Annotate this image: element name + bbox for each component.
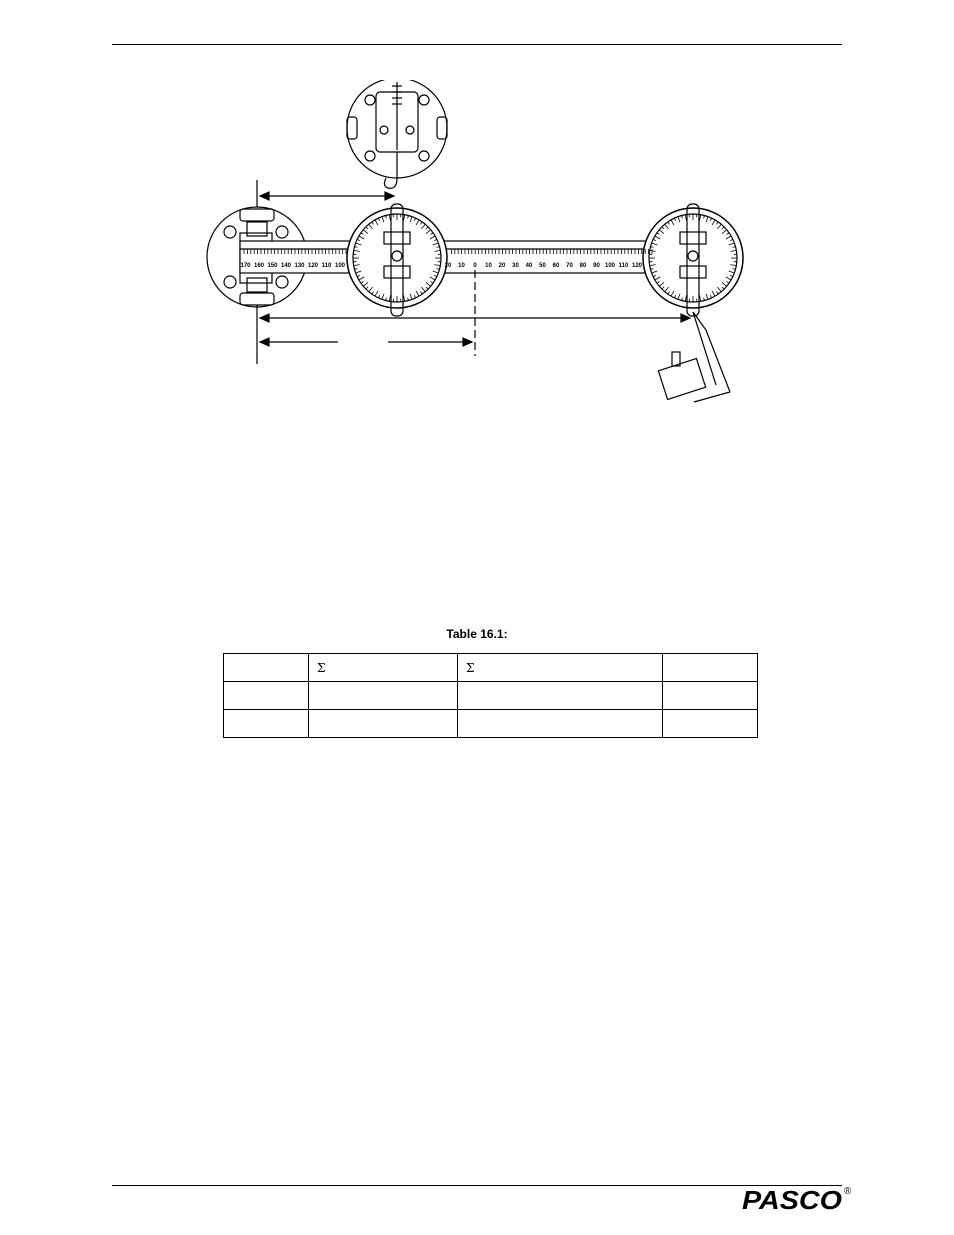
scale-label: 20	[498, 263, 506, 269]
scale-label: 60	[552, 263, 560, 269]
table-row	[224, 710, 758, 738]
scale-label: 100	[604, 263, 616, 269]
scale-label: 80	[579, 263, 587, 269]
hanging-mass	[658, 312, 730, 402]
scale-label: 160	[253, 263, 265, 269]
table-cell	[458, 710, 663, 738]
scale-label: 70	[566, 263, 573, 269]
scale-label: 50	[539, 263, 546, 269]
table-cell	[663, 682, 758, 710]
table-cell: Σ	[458, 654, 663, 682]
footer-rule	[112, 1185, 842, 1186]
scale-label: 100	[334, 263, 346, 269]
scale-label: 30	[512, 263, 519, 269]
table-cell: Σ	[309, 654, 458, 682]
table-cell	[663, 710, 758, 738]
table-cell	[224, 682, 309, 710]
equilibrium-apparatus-figure	[195, 80, 765, 425]
table-cell	[663, 654, 758, 682]
scale-label: 40	[525, 263, 533, 269]
table-cell	[224, 654, 309, 682]
scale-label: 170	[240, 263, 251, 269]
registered-mark: ®	[844, 1186, 852, 1197]
scale-label: 90	[593, 263, 600, 269]
header-rule	[112, 44, 842, 45]
table-cell	[458, 682, 663, 710]
pasco-logo-text: PASCO	[742, 1185, 842, 1214]
scale-label: 10	[458, 263, 465, 269]
scale-label: 10	[485, 263, 492, 269]
table-cell	[309, 710, 458, 738]
scale-label: 130	[294, 263, 305, 269]
pasco-logo	[740, 1184, 850, 1214]
scale-label: 120	[307, 263, 319, 269]
scale-label: 120	[631, 263, 643, 269]
table-row	[224, 682, 758, 710]
scale-label: 140	[280, 263, 292, 269]
scale-label: 110	[321, 263, 332, 269]
scale-label: 20	[444, 263, 452, 269]
scale-label: 0	[473, 263, 477, 269]
table-cell	[224, 710, 309, 738]
table-caption: Table 16.1:	[446, 627, 508, 641]
data-table	[223, 653, 758, 738]
scale-label: 150	[267, 263, 278, 269]
table-header-row	[224, 654, 758, 682]
table-cell	[309, 682, 458, 710]
scale-label: 110	[618, 263, 629, 269]
